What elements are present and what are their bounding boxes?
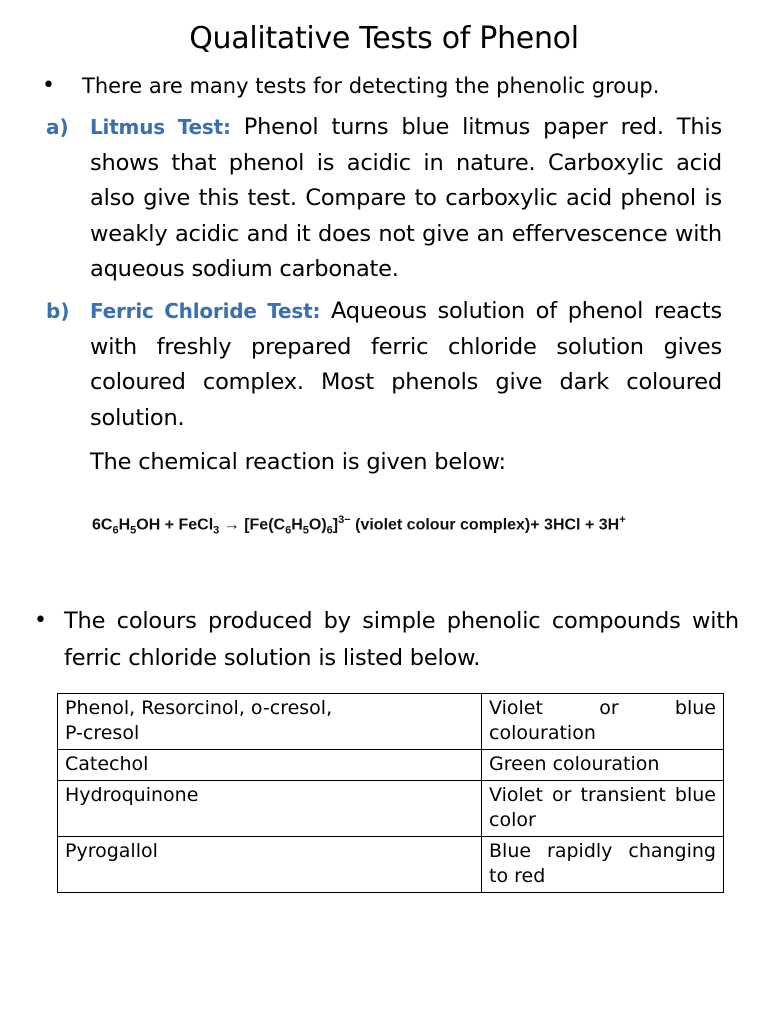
bullet-marker: •: [34, 608, 47, 633]
litmus-test-paragraph: [90, 110, 722, 288]
equation-part: 6C: [92, 516, 113, 534]
table-cell-compound: Pyrogallol: [58, 837, 482, 893]
compound-line: P-cresol: [65, 722, 140, 744]
equation-part: H: [118, 516, 131, 534]
equation-part: ]: [332, 516, 339, 534]
table-row: [58, 694, 724, 750]
equation-subscript: 6: [326, 524, 333, 537]
phenol-colour-table: [57, 693, 724, 893]
equation-superscript: +: [619, 514, 626, 526]
equation-part: → [Fe(C: [219, 516, 286, 534]
litmus-test-label: Litmus Test:: [90, 115, 231, 139]
equation-subscript: 5: [302, 524, 309, 537]
equation-subscript: 3: [213, 524, 220, 537]
equation-part: OH + FeCl: [136, 516, 214, 534]
table-cell-colour: Violet or blue colouration: [482, 694, 724, 750]
table-cell-compound: Catechol: [58, 750, 482, 781]
ferric-chloride-test-text: Aqueous solution of phenol reacts with freshly prepared ferric chloride solution gives coloured complex. Most phenols give dark coloured solution.: [90, 298, 722, 431]
compound-line: Phenol, Resorcinol, o-cresol,: [65, 697, 333, 719]
chemical-equation: [92, 506, 762, 545]
equation-subscript: 6: [112, 524, 119, 537]
equation-part: H: [291, 516, 303, 534]
ferric-chloride-test-paragraph: [90, 294, 722, 436]
page-title: Qualitative Tests of Phenol: [189, 21, 579, 56]
equation-subscript: 6: [285, 524, 292, 537]
table-cell-compound: [58, 694, 482, 750]
table-cell-colour: Blue rapidly changing to red: [482, 837, 724, 893]
litmus-test-text: Phenol turns blue litmus paper red. This shows that phenol is acidic in nature. Carboxylic acid also give this test. Compare to carboxylic acid phenol is weakly acidic and it does not give an effervescence with aqueous sodium carbonate.: [90, 114, 722, 283]
table-row: [58, 781, 724, 837]
equation-subscript: 5: [130, 524, 137, 537]
bullet-marker: •: [42, 73, 55, 98]
outro-text: The colours produced by simple phenolic compounds with ferric chloride solution is listed below.: [64, 608, 739, 671]
reaction-intro: The chemical reaction is given below:: [90, 449, 506, 475]
table-cell-colour: Green colouration: [482, 750, 724, 781]
table-row: [58, 837, 724, 893]
table-cell-compound: Hydroquinone: [58, 781, 482, 837]
equation-superscript: 3−: [338, 514, 351, 526]
equation-part: O): [308, 516, 327, 534]
item-marker-b: b): [46, 299, 70, 323]
table-cell-colour: Violet or transient blue color: [482, 781, 724, 837]
item-marker-a: a): [46, 115, 69, 139]
table-row: [58, 750, 724, 781]
ferric-chloride-test-label: Ferric Chloride Test:: [90, 299, 321, 323]
equation-part: (violet colour complex)+ 3HCl + 3H: [350, 516, 620, 534]
intro-text: There are many tests for detecting the phenolic group.: [82, 74, 660, 98]
